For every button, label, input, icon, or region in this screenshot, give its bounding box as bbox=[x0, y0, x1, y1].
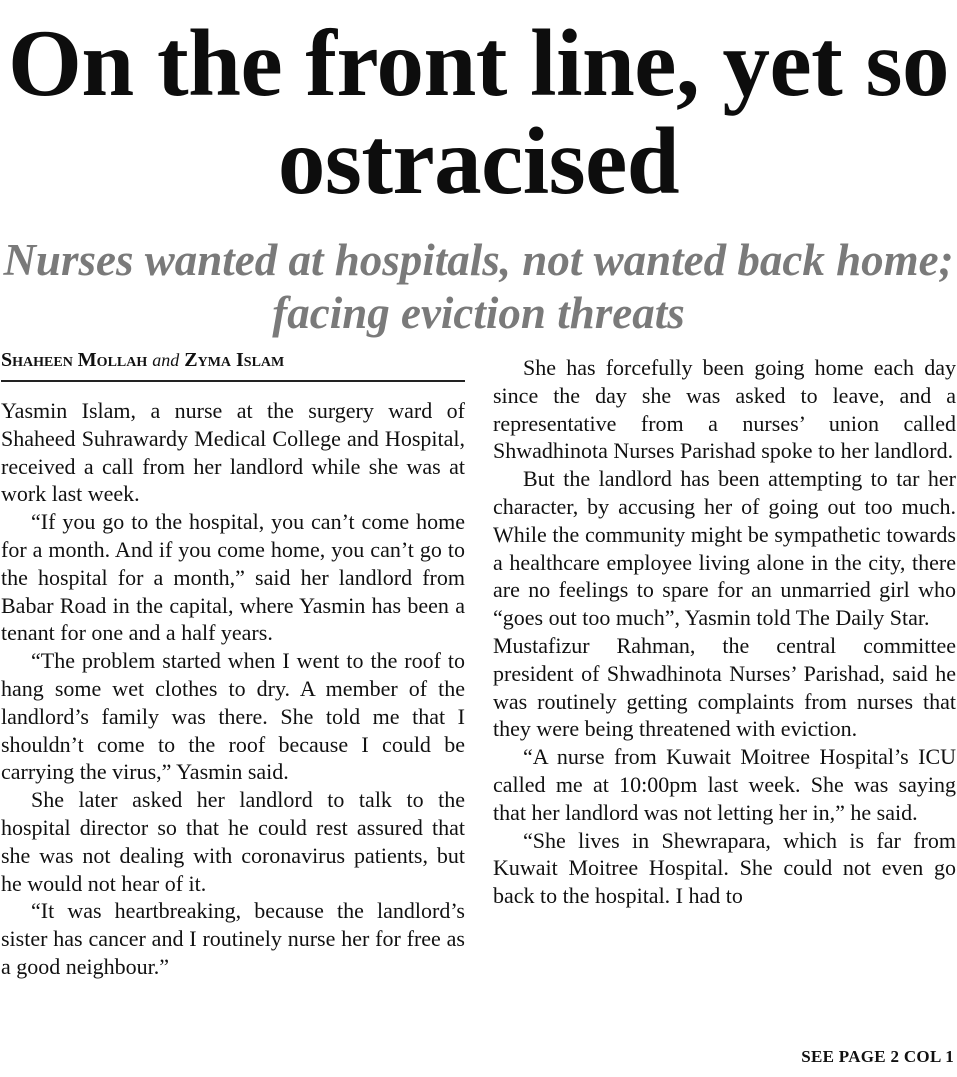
paragraph: “If you go to the hospital, you can’t come home for a month. And if you come home, you can’t go to the hospital for a month,” said her landlord from Babar Road in the capital, where Yasmin has been a tenant for one and a half years. bbox=[1, 509, 465, 646]
paragraph: “It was heartbreaking, because the landlord’s sister has cancer and I routinely nurse her for free as a good neighbour.” bbox=[1, 898, 465, 979]
paragraph: But the landlord has been attempting to tar her character, by accusing her of going out too much. While the community might be sympathetic towards a healthcare employee living alone in the city, there are no feelings to spare for an unmarried girl who “goes out too much”, Yasmin told The Daily Star. bbox=[493, 466, 956, 631]
byline-author-1: Shaheen Mollah bbox=[1, 349, 148, 371]
byline bbox=[1, 348, 465, 382]
byline-conjunction: and bbox=[152, 350, 180, 370]
paragraph: “The problem started when I went to the roof to hang some wet clothes to dry. A member of the landlord’s family was there. She told me that I shouldn’t come to the roof because I could be carrying the virus,” Yasmin said. bbox=[1, 648, 465, 785]
paragraph: Mustafizur Rahman, the central committee president of Shwadhinota Nurses’ Parishad, said he was routinely getting complaints from nurses that they were being threatened with eviction. bbox=[493, 632, 956, 742]
paragraph: She has forcefully been going home each day since the day she was asked to leave, and a representative from a nurses’ union called Shwadhinota Nurses Parishad spoke to her landlord. bbox=[493, 355, 956, 464]
paragraph: Yasmin Islam, a nurse at the surgery ward of Shaheed Suhrawardy Medical College and Hospital, received a call from her landlord while she was at work last week. bbox=[1, 398, 465, 507]
continuation-note[interactable]: SEE PAGE 2 COL 1 bbox=[801, 1047, 954, 1066]
left-column bbox=[1, 397, 465, 981]
paragraph: She later asked her landlord to talk to the hospital director so that he could rest assured that she was not dealing with coronavirus patients, but he would not hear of it. bbox=[1, 787, 465, 896]
paragraph: “A nurse from Kuwait Moitree Hospital’s ICU called me at 10:00pm last week. She was saying that her landlord was not letting her in,” he said. bbox=[493, 744, 956, 825]
headline: On the front line, yet so ostracised bbox=[8, 10, 949, 214]
byline-author-2: Zyma Islam bbox=[184, 349, 285, 371]
right-column bbox=[493, 354, 956, 910]
paragraph: “She lives in Shewrapara, which is far from Kuwait Moitree Hospital. She could not even go back to the hospital. I had to bbox=[493, 827, 956, 909]
subheadline: Nurses wanted at hospitals, not wanted back home; facing eviction threats bbox=[3, 235, 954, 338]
